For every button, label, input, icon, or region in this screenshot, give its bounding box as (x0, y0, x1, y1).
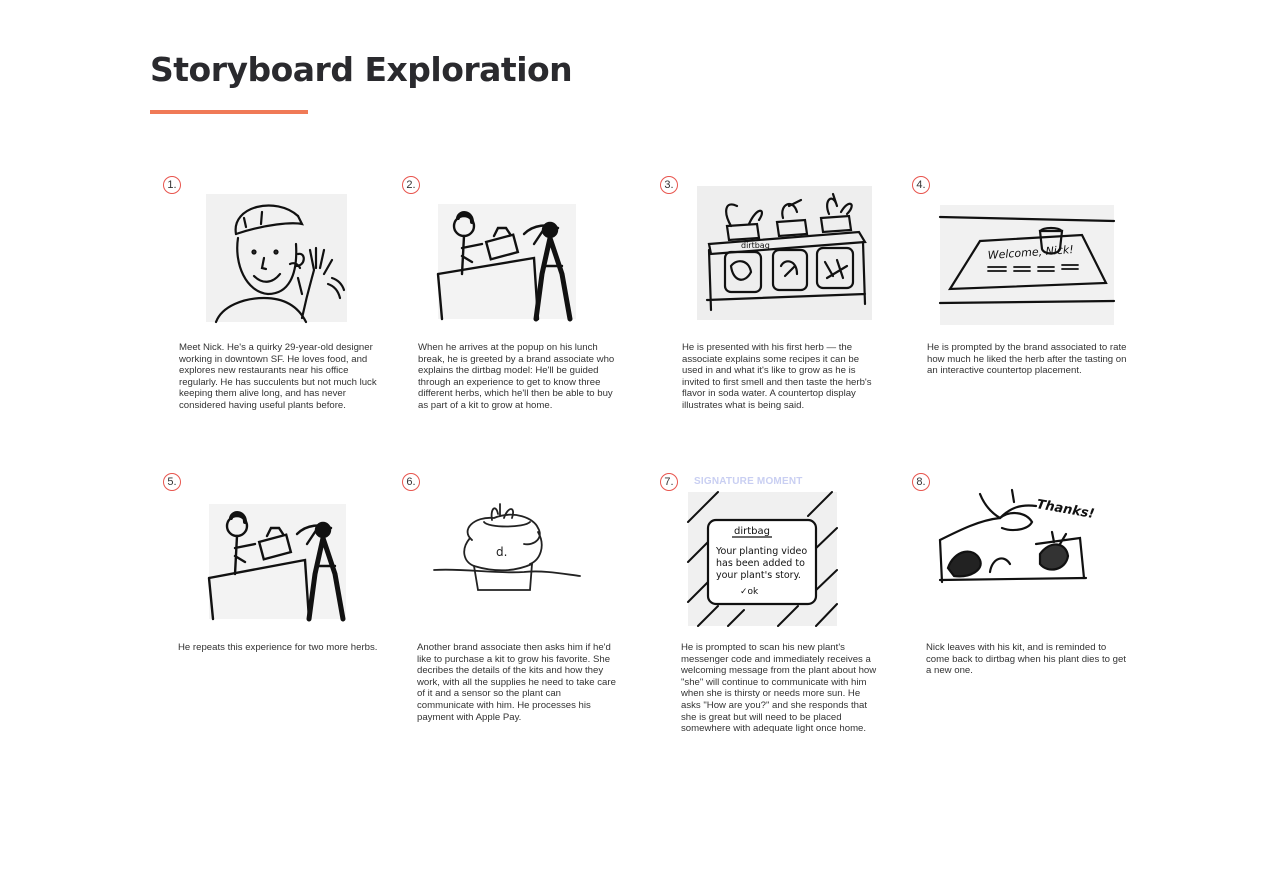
panel-number: 1. (163, 176, 181, 194)
sketch-greeting-at-popup (438, 204, 576, 319)
panel-caption: Meet Nick. He's a quirky 29-year-old designer working in downtown SF. He loves food, and explores new restaurants near his office regularly. He has succulents but not much luck keeping them alive long, and has never considered having useful plants before. (179, 342, 377, 411)
sketch-welcome-text: Welcome, Nick! (987, 243, 1075, 262)
sketch-nick-waving (206, 194, 347, 322)
sketch-ok-check: ✓ok (740, 587, 759, 597)
panel-number: 4. (912, 176, 930, 194)
sketch-message-line-3: your plant's story. (716, 570, 801, 581)
panel-number: 8. (912, 473, 930, 491)
signature-moment-label: SIGNATURE MOMENT (694, 476, 803, 487)
panel-caption: When he arrives at the popup on his lunch break, he is greeted by a brand associate who explains the dirtbag model: He'll be guided through an experience to get to know three different herbs, which he'll then be able to buy as part of a kit to grow at home. (418, 342, 615, 411)
panel-caption: He is presented with his first herb — the associate explains some recipes it can be used in and what it's like to grow as he is invited to first smell and then taste the herb's flavor in soda water. A countertop display illustrates what is being said. (682, 342, 872, 411)
sketch-brand-label: dirtbag (741, 241, 770, 250)
sketch-plant-message-screen (688, 492, 837, 626)
panel-caption: Nick leaves with his kit, and is reminded to come back to dirtbag when his plant dies to get a new one. (926, 642, 1126, 677)
panel-number: 2. (402, 176, 420, 194)
sketch-message-title: dirtbag (734, 526, 770, 537)
sketch-herb-countertop-display (697, 186, 872, 320)
panel-number: 6. (402, 473, 420, 491)
panel-caption: He is prompted to scan his new plant's messenger code and immediately receives a welcoming message from the plant about how "she" will continue to communicate with him when she is thirsty or needs more sun. He asks "How are you?" and she responds that she is great but will need to be placed somewhere with adequate light once home. (681, 642, 877, 735)
panel-caption: He repeats this experience for two more herbs. (178, 642, 378, 653)
sketch-countertop-placemat (940, 205, 1114, 325)
sketch-message-line-2: has been added to (716, 558, 805, 569)
panel-number: 7. (660, 473, 678, 491)
panel-caption: Another brand associate then asks him if he'd like to purchase a kit to grow his favorite. She decribes the details of the kits and how they work, with all the supplies he need to take care of it and a sensor so the plant can communicate with him. He processes his payment with Apple Pay. (417, 642, 616, 723)
sketch-repeat-tasting (209, 504, 346, 619)
panel-number: 5. (163, 473, 181, 491)
sketch-grow-kit-pot (434, 500, 580, 600)
panel-number: 3. (660, 176, 678, 194)
title-underline (150, 110, 308, 114)
panel-caption: He is prompted by the brand associated to rate how much he liked the herb after the tasting on an interactive countertop placement. (927, 342, 1127, 377)
sketch-leaving-with-kit (940, 490, 1096, 584)
sketch-pot-logo: d. (496, 545, 508, 559)
sketch-thanks-text: Thanks! (1035, 497, 1096, 523)
sketch-message-line-1: Your planting video (716, 546, 808, 557)
page-title: Storyboard Exploration (150, 50, 573, 89)
